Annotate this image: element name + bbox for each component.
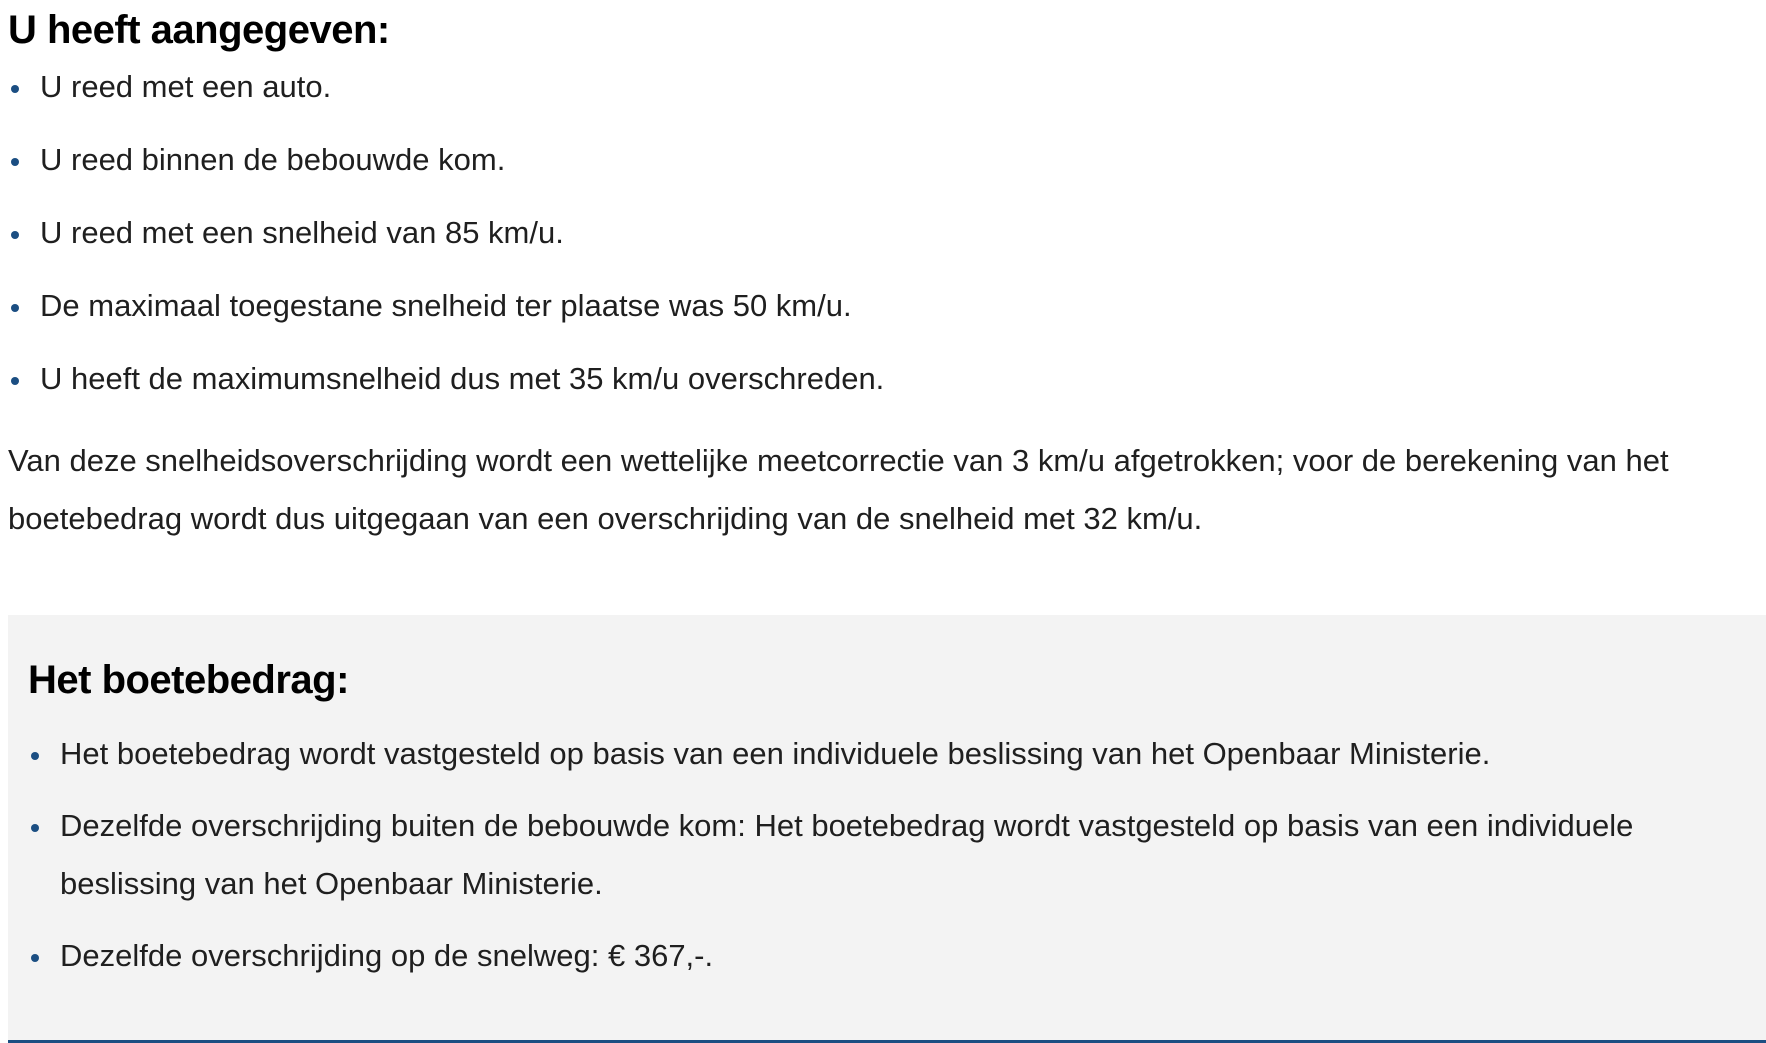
bullet-icon — [11, 85, 19, 93]
summary-list — [8, 58, 1766, 408]
summary-heading: U heeft aangegeven: — [8, 8, 390, 52]
list-item-text: U reed met een snelheid van 85 km/u. — [40, 215, 564, 250]
bullet-icon — [11, 231, 19, 239]
list-item-text: U heeft de maximumsnelheid dus met 35 km/u overschreden. — [40, 361, 885, 396]
fine-box — [8, 615, 1766, 1043]
list-item-text: Dezelfde overschrijding buiten de bebouwde kom: Het boetebedrag wordt vastgesteld op basis van een individuele beslissing van het Openbaar Ministerie. — [60, 808, 1634, 901]
list-item — [28, 797, 1748, 913]
list-item — [8, 58, 1766, 116]
bullet-icon — [31, 752, 39, 760]
bullet-icon — [31, 954, 39, 962]
list-item — [8, 350, 1766, 408]
fine-list — [28, 725, 1748, 999]
list-item — [28, 725, 1748, 783]
bullet-icon — [31, 824, 39, 832]
bullet-icon — [11, 158, 19, 166]
list-item — [8, 131, 1766, 189]
list-item-text: U reed met een auto. — [40, 69, 332, 104]
list-item-text: Het boetebedrag wordt vastgesteld op basis van een individuele beslissing van het Openbaar Ministerie. — [60, 736, 1491, 771]
result-page — [8, 0, 1766, 973]
bullet-icon — [11, 377, 19, 385]
list-item — [8, 204, 1766, 262]
list-item-text: De maximaal toegestane snelheid ter plaatse was 50 km/u. — [40, 288, 852, 323]
bullet-icon — [11, 304, 19, 312]
fine-heading: Het boetebedrag: — [28, 658, 349, 702]
list-item — [28, 927, 1748, 985]
correction-paragraph: Van deze snelheidsoverschrijding wordt een wettelijke meetcorrectie van 3 km/u afgetrokken; voor de berekening van het boetebedrag wordt dus uitgegaan van een overschrijding van de snelheid met 32 km/u. — [8, 443, 1669, 536]
list-item — [8, 277, 1766, 335]
list-item-text: Dezelfde overschrijding op de snelweg: € 367,-. — [60, 938, 714, 973]
list-item-text: U reed binnen de bebouwde kom. — [40, 142, 506, 177]
